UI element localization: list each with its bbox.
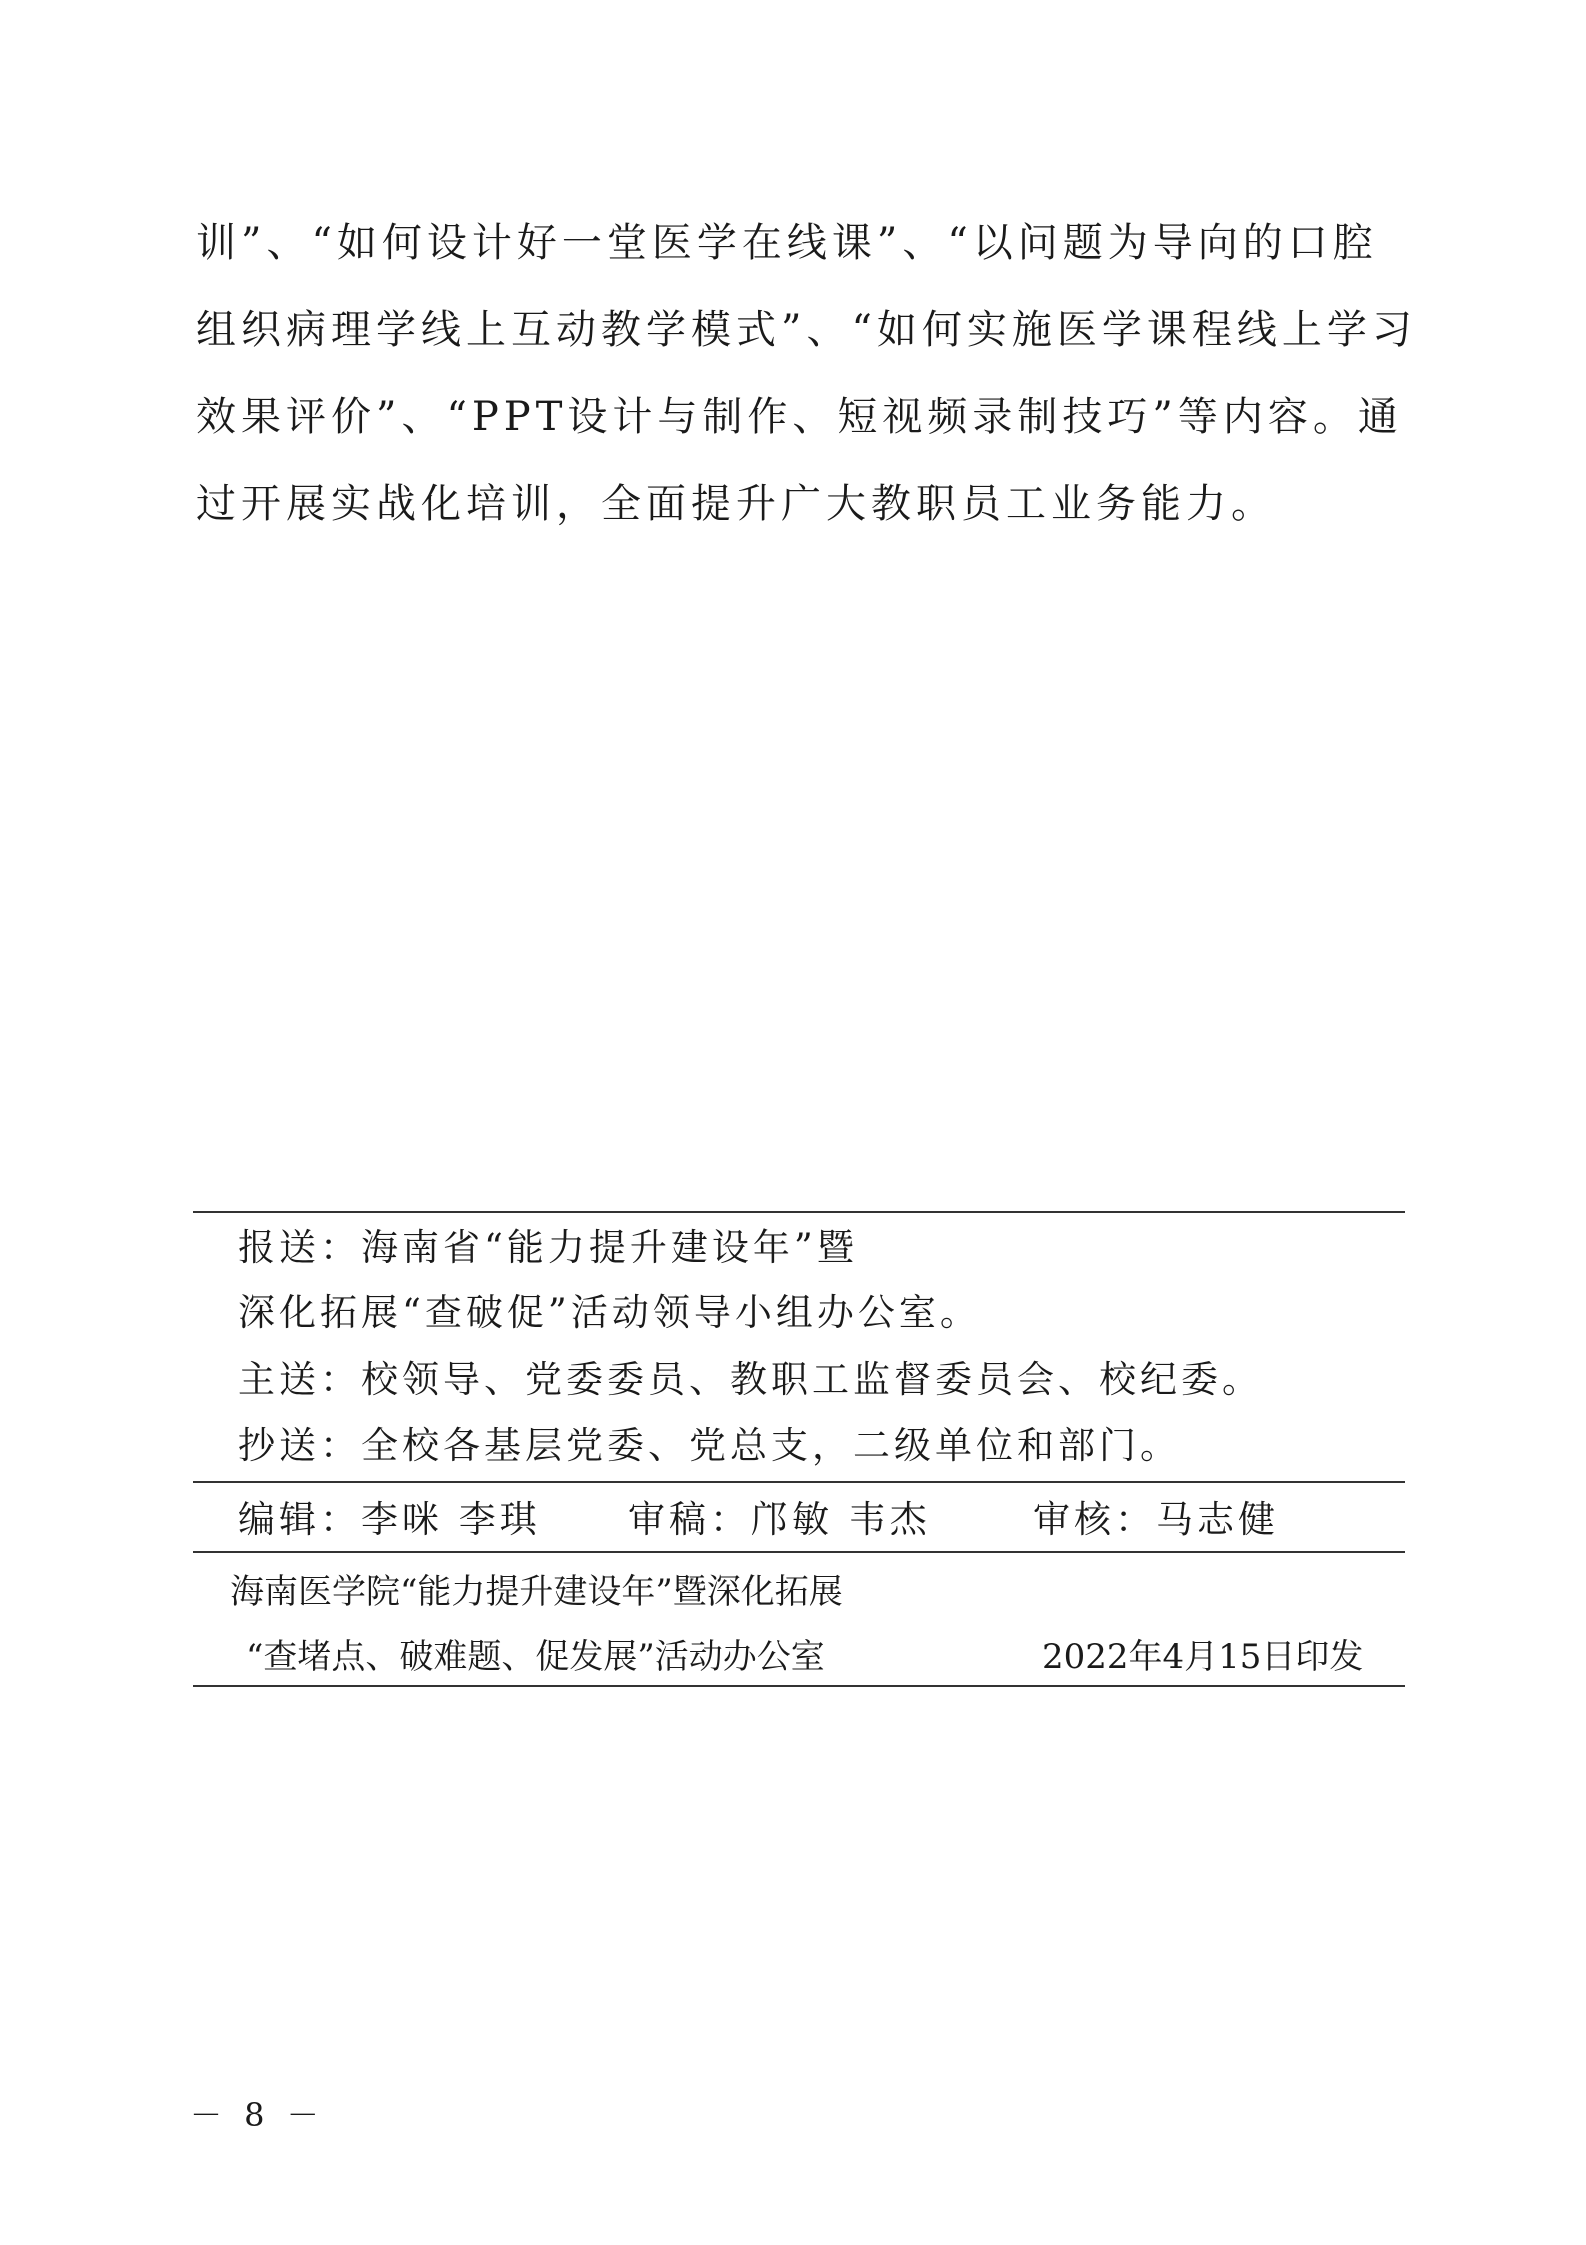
body-line-2: 组织病理学线上互动教学模式”、“如何实施医学课程线上学习 xyxy=(196,307,1417,353)
body-line-3: 效果评价”、“PPT设计与制作、短视频录制技巧”等内容。通 xyxy=(196,394,1403,440)
body-paragraph xyxy=(196,200,1417,548)
issue-date: 2022年4月15日印发 xyxy=(1042,1637,1364,1677)
editors-text: 编辑：李咪 李琪 xyxy=(238,1498,541,1541)
bottom-divider xyxy=(193,1685,1405,1687)
top-divider xyxy=(193,1211,1405,1213)
lower-divider xyxy=(193,1551,1405,1553)
body-line-1: 训”、“如何设计好一堂医学在线课”、“以问题为导向的口腔 xyxy=(196,220,1378,266)
approver-text: 审核：马志健 xyxy=(1033,1498,1279,1541)
middle-divider xyxy=(193,1481,1405,1483)
body-line-4: 过开展实战化培训，全面提升广大教职员工业务能力。 xyxy=(196,481,1276,527)
issuer-office-line-2: “查堵点、破难题、促发展”活动办公室 xyxy=(246,1637,825,1677)
reviewers-text: 审稿：邝敏 韦杰 xyxy=(628,1498,931,1541)
copy-to-line: 抄送：全校各基层党委、党总支，二级单位和部门。 xyxy=(238,1424,1181,1467)
report-to-line-2: 深化拓展“查破促”活动领导小组办公室。 xyxy=(238,1291,981,1334)
main-to-line: 主送：校领导、党委委员、教职工监督委员会、校纪委。 xyxy=(238,1358,1263,1401)
report-to-line-1: 报送：海南省“能力提升建设年”暨 xyxy=(238,1226,858,1269)
issuer-office-line-1: 海南医学院“能力提升建设年”暨深化拓展 xyxy=(230,1572,843,1612)
page-number: － 8 － xyxy=(190,2096,325,2134)
